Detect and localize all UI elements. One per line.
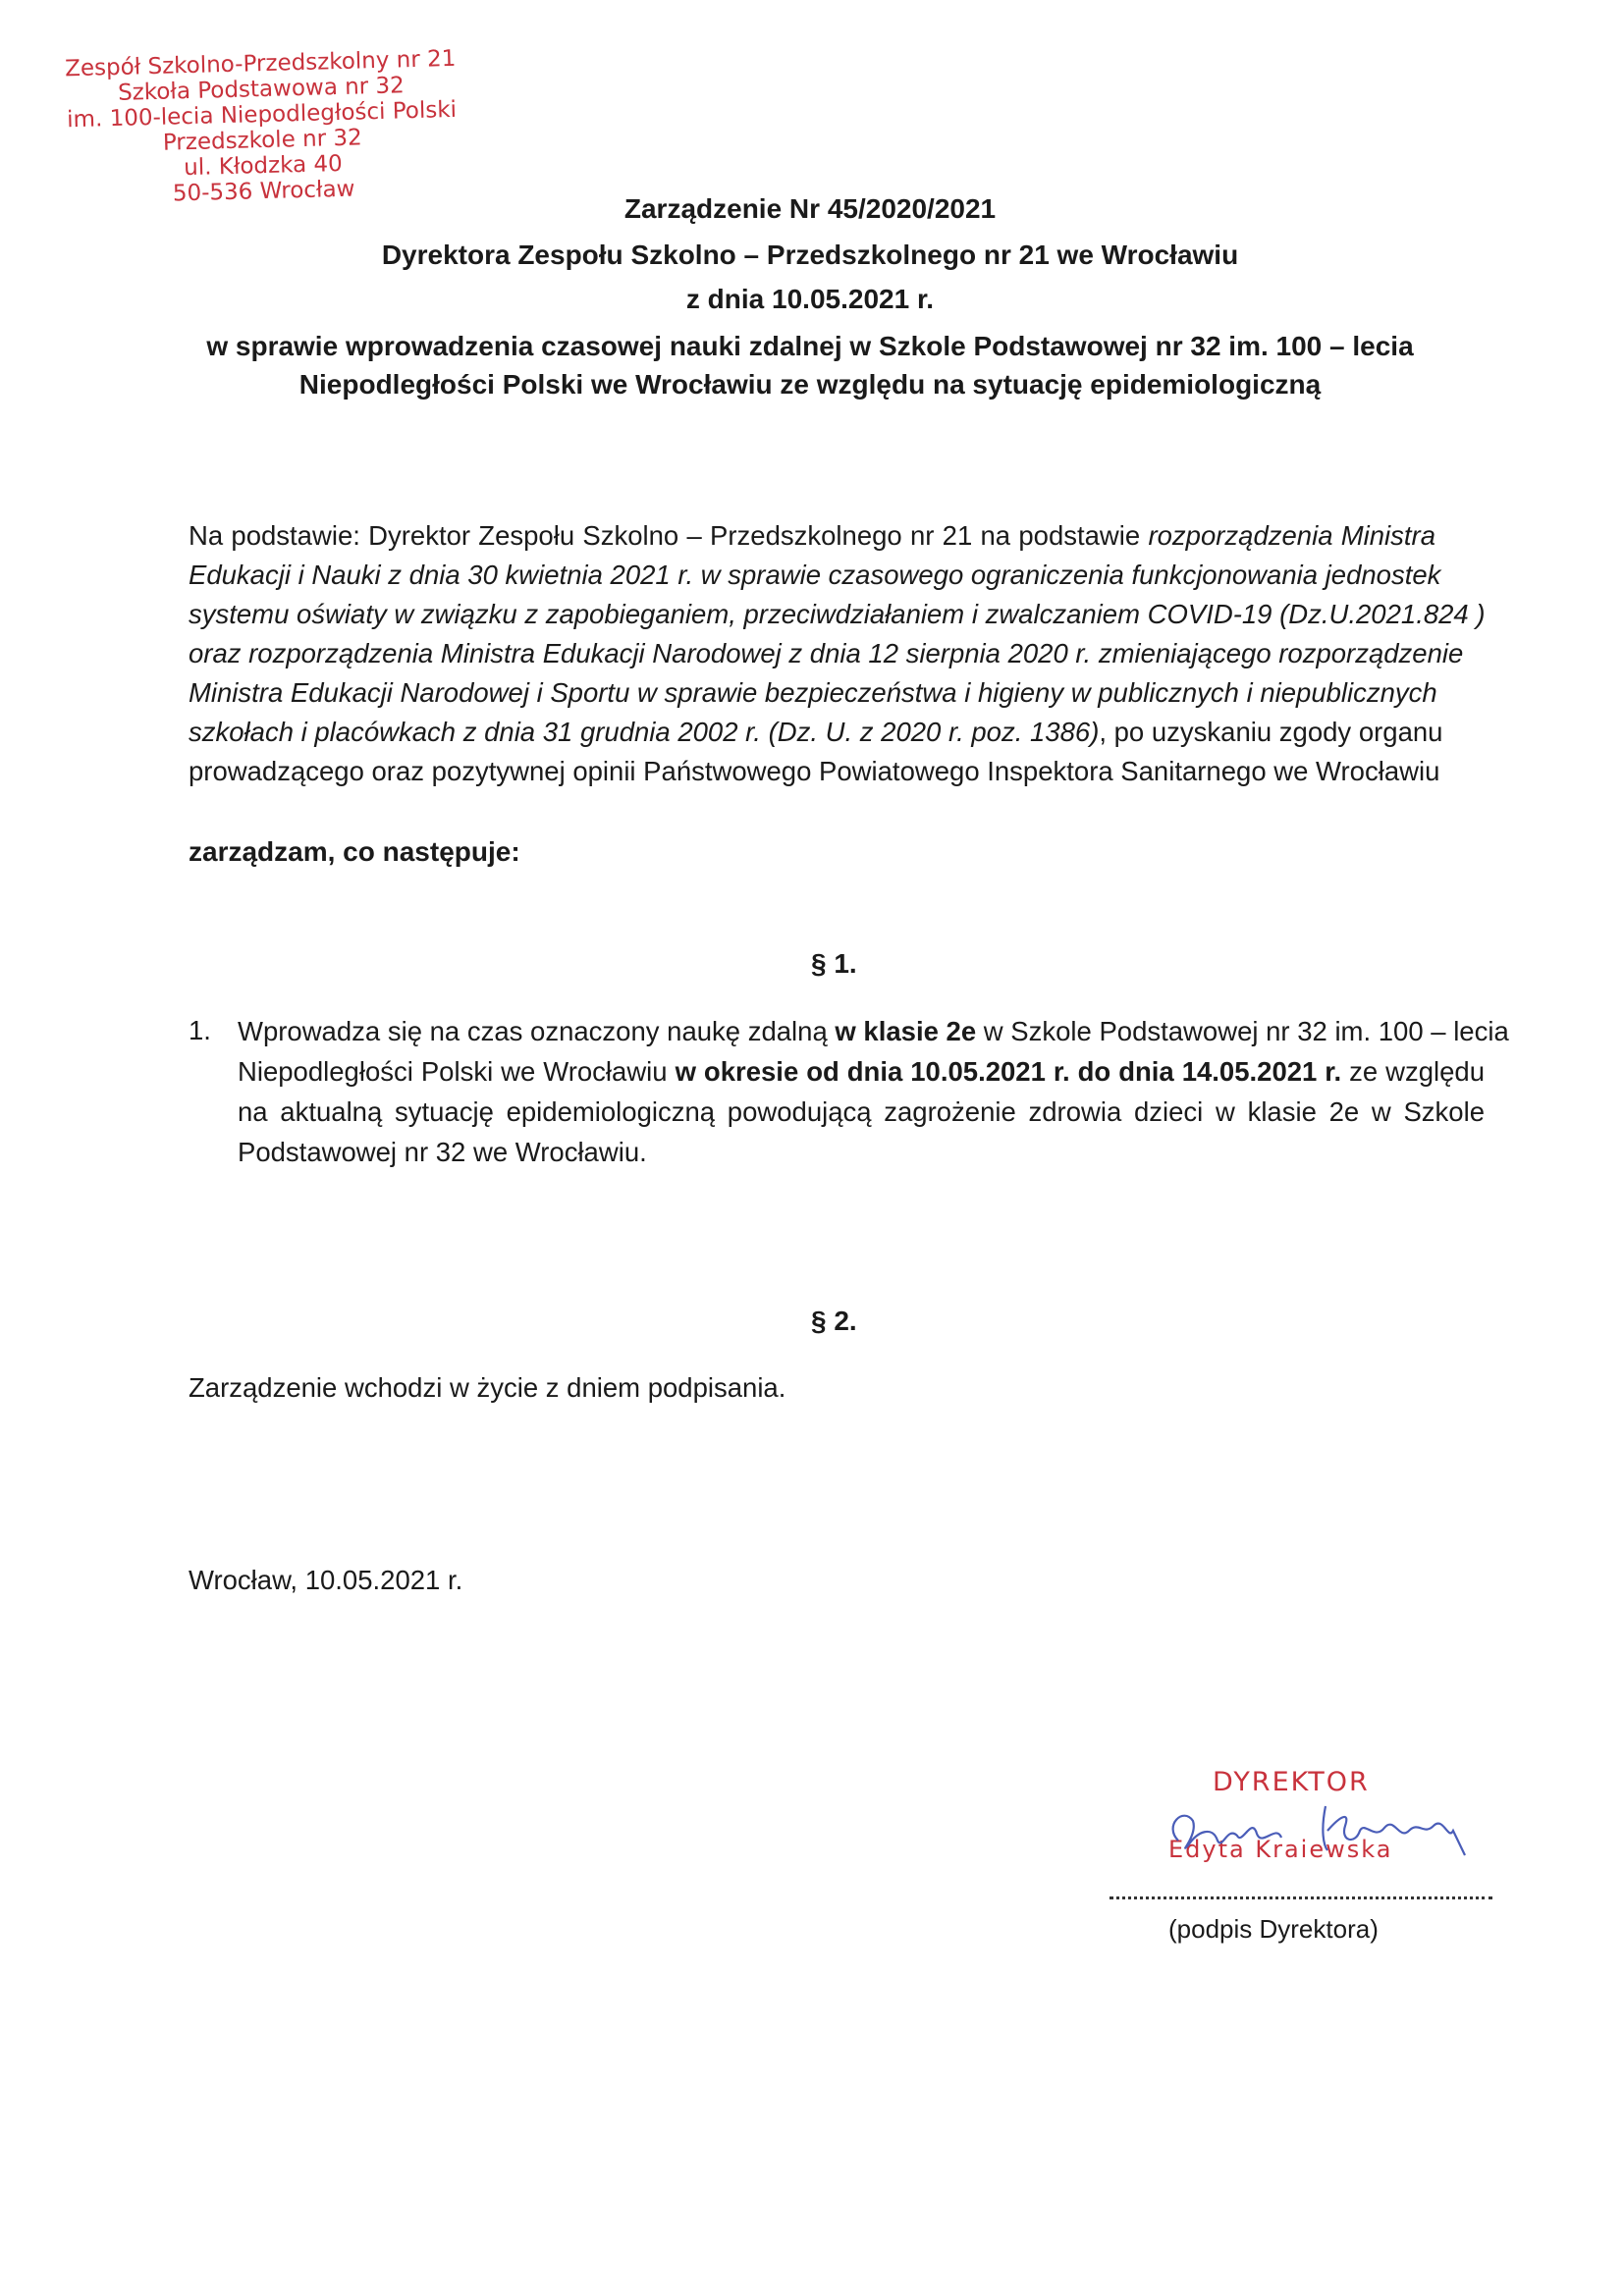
stamp-line: ul. Kłodzka 40 xyxy=(183,150,344,182)
signature-caption: (podpis Dyrektora) xyxy=(1168,1914,1379,1944)
document-subject-continued: Niepodległości Polski we Wrocławiu ze względu na sytuację epidemiologiczną xyxy=(298,369,1322,400)
point-text: w Szkole Podstawowej nr 32 im. 100 – lecia xyxy=(976,1016,1509,1046)
document-title: Zarządzenie Nr 45/2020/2021 xyxy=(623,193,997,224)
point-line xyxy=(238,1011,1509,1051)
stamp-line: im. 100-lecia Niepodległości Polski xyxy=(66,96,458,133)
basis-text-italic: Ministra Edukacji Narodowej i Sportu w sprawie bezpieczeństwa i higieny w publicznych i niepublicznych xyxy=(189,677,1437,708)
point-line xyxy=(238,1051,1485,1092)
point-line xyxy=(238,1132,1485,1172)
school-stamp xyxy=(39,45,485,210)
point-line xyxy=(238,1092,1485,1132)
signature-name-stamp: Edyta Kraiewska xyxy=(1168,1836,1393,1863)
point-text-bold: w klasie 2e xyxy=(835,1016,977,1046)
document-issuer: Dyrektora Zespołu Szkolno – Przedszkolnego nr 21 we Wrocławiu xyxy=(381,240,1239,270)
point-text: na aktualną sytuację epidemiologiczną powodującą zagrożenie zdrowia dzieci w klasie 2e w Szkole xyxy=(238,1096,1485,1127)
stamp-line: 50-536 Wrocław xyxy=(172,176,355,207)
section-1-point xyxy=(238,1011,1509,1172)
point-text: Wprowadza się na czas oznaczony naukę zdalną xyxy=(238,1016,836,1046)
signature-title-stamp: DYREKTOR xyxy=(1213,1767,1370,1797)
stamp-line: Przedszkole nr 32 xyxy=(162,125,363,156)
section-mark-2: § 2. xyxy=(811,1306,857,1336)
basis-line xyxy=(189,634,1464,673)
section-mark-1: § 1. xyxy=(811,948,857,979)
point-text: ze względu xyxy=(1341,1056,1485,1087)
stamp-line: Szkoła Podstawowa nr 32 xyxy=(117,73,406,106)
ordering-clause: zarządzam, co następuje: xyxy=(189,836,520,867)
basis-line xyxy=(189,713,1443,752)
effective-date-clause: Zarządzenie wchodzi w życie z dniem podpisania. xyxy=(189,1372,786,1403)
signature-line xyxy=(1110,1895,1492,1899)
point-number: 1. xyxy=(189,1015,211,1045)
signature-block xyxy=(1110,1767,1502,2002)
document-date: z dnia 10.05.2021 r. xyxy=(685,284,935,314)
basis-line xyxy=(189,516,1435,556)
point-text: Niepodległości Polski we Wrocławiu xyxy=(238,1056,676,1087)
basis-text-italic: szkołach i placówkach z dnia 31 grudnia 2002 r. (Dz. U. z 2020 r. poz. 1386) xyxy=(189,717,1100,747)
basis-text-italic: Edukacji i Nauki z dnia 30 kwietnia 2021 r. w sprawie czasowego ograniczenia funkcjonowania jednostek xyxy=(189,560,1441,590)
basis-text: prowadzącego oraz pozytywnej opinii Państwowego Powiatowego Inspektora Sanitarnego we Wrocławiu xyxy=(189,756,1440,786)
point-text: Podstawowej nr 32 we Wrocławiu. xyxy=(238,1137,647,1167)
basis-text-italic: rozporządzenia Ministra xyxy=(1148,520,1436,551)
handwritten-signature xyxy=(1159,1787,1483,1875)
basis-text: Na podstawie: Dyrektor Zespołu Szkolno – Przedszkolnego nr 21 na podstawie xyxy=(189,520,1149,551)
basis-text-italic: oraz rozporządzenia Ministra Edukacji Narodowej z dnia 12 sierpnia 2020 r. zmieniającego rozporządzenie xyxy=(189,638,1464,668)
document-subject: w sprawie wprowadzenia czasowej nauki zdalnej w Szkole Podstawowej nr 32 im. 100 – lecia xyxy=(206,331,1414,361)
basis-text: , po uzyskaniu zgody organu xyxy=(1099,717,1443,747)
point-text-bold: w okresie od dnia 10.05.2021 r. do dnia 14.05.2021 r. xyxy=(675,1056,1342,1087)
basis-line xyxy=(189,752,1440,791)
basis-line xyxy=(189,673,1435,713)
basis-line xyxy=(189,595,1486,634)
stamp-line: Zespół Szkolno-Przedszkolny nr 21 xyxy=(64,45,457,82)
basis-text-italic: systemu oświaty w związku z zapobieganiem, przeciwdziałaniem i zwalczaniem COVID-19 (Dz.U.2021.824 ) xyxy=(189,599,1486,629)
basis-line xyxy=(189,556,1441,595)
place-and-date: Wrocław, 10.05.2021 r. xyxy=(189,1565,463,1595)
legal-basis-paragraph xyxy=(189,516,1486,791)
